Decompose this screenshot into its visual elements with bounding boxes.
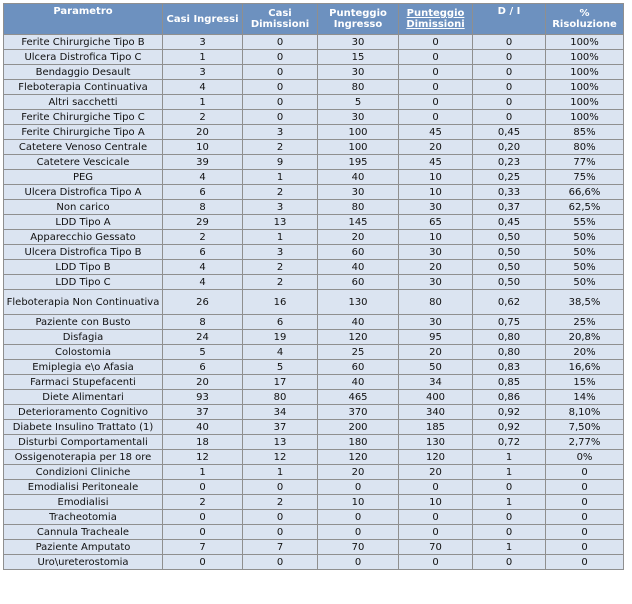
table-row [4,65,624,80]
header-casi-dimissioni: Casi Dimissioni [243,4,318,35]
cell-punteggio-ingresso: 80 [318,200,399,215]
cell-parametro: Ferite Chirurgiche Tipo B [4,35,163,50]
cell-d-i: 0,75 [473,315,546,330]
cell-casi-ingressi: 2 [163,495,243,510]
cell-casi-ingressi: 0 [163,555,243,570]
cell-punteggio-ingresso: 60 [318,245,399,260]
table-row [4,315,624,330]
cell-punteggio-dimissioni: 120 [399,450,473,465]
cell-punteggio-dimissioni: 0 [399,480,473,495]
cell-risoluzione: 20,8% [546,330,624,345]
cell-risoluzione: 66,6% [546,185,624,200]
cell-punteggio-dimissioni: 70 [399,540,473,555]
cell-punteggio-dimissioni: 0 [399,50,473,65]
table-row [4,155,624,170]
cell-casi-dimissioni: 2 [243,140,318,155]
cell-parametro: LDD Tipo A [4,215,163,230]
cell-casi-ingressi: 1 [163,95,243,110]
cell-punteggio-dimissioni: 80 [399,290,473,315]
cell-casi-dimissioni: 2 [243,260,318,275]
cell-risoluzione: 2,77% [546,435,624,450]
table-row [4,110,624,125]
cell-punteggio-ingresso: 200 [318,420,399,435]
cell-d-i: 0,45 [473,125,546,140]
cell-risoluzione: 8,10% [546,405,624,420]
cell-parametro: Altri sacchetti [4,95,163,110]
cell-d-i: 0,50 [473,245,546,260]
cell-casi-dimissioni: 2 [243,185,318,200]
cell-casi-ingressi: 93 [163,390,243,405]
cell-punteggio-dimissioni: 50 [399,360,473,375]
cell-parametro: Paziente con Busto [4,315,163,330]
cell-casi-ingressi: 40 [163,420,243,435]
cell-d-i: 1 [473,450,546,465]
cell-casi-dimissioni: 13 [243,215,318,230]
table-body [4,35,624,570]
cell-casi-ingressi: 4 [163,80,243,95]
table-header [4,4,624,35]
cell-punteggio-ingresso: 0 [318,510,399,525]
cell-punteggio-ingresso: 30 [318,65,399,80]
cell-punteggio-ingresso: 195 [318,155,399,170]
cell-risoluzione: 0 [546,555,624,570]
cell-casi-dimissioni: 2 [243,275,318,290]
cell-punteggio-ingresso: 20 [318,465,399,480]
cell-risoluzione: 16,6% [546,360,624,375]
cell-risoluzione: 100% [546,110,624,125]
cell-casi-ingressi: 0 [163,480,243,495]
cell-d-i: 1 [473,495,546,510]
cell-parametro: Apparecchio Gessato [4,230,163,245]
table-row [4,260,624,275]
header-d-i: D / I [473,4,546,35]
cell-casi-dimissioni: 0 [243,35,318,50]
cell-punteggio-dimissioni: 0 [399,110,473,125]
cell-casi-dimissioni: 13 [243,435,318,450]
cell-punteggio-ingresso: 10 [318,495,399,510]
cell-casi-ingressi: 4 [163,260,243,275]
cell-d-i: 1 [473,465,546,480]
cell-parametro: Emiplegia e\o Afasia [4,360,163,375]
cell-casi-dimissioni: 6 [243,315,318,330]
cell-casi-ingressi: 24 [163,330,243,345]
table-row [4,435,624,450]
cell-parametro: Fleboterapia Continuativa [4,80,163,95]
cell-casi-ingressi: 0 [163,525,243,540]
cell-casi-ingressi: 8 [163,200,243,215]
cell-punteggio-ingresso: 30 [318,110,399,125]
cell-risoluzione: 50% [546,275,624,290]
cell-casi-dimissioni: 3 [243,125,318,140]
cell-d-i: 0,80 [473,345,546,360]
cell-punteggio-ingresso: 120 [318,450,399,465]
cell-d-i: 0 [473,525,546,540]
cell-punteggio-ingresso: 100 [318,125,399,140]
cell-casi-ingressi: 37 [163,405,243,420]
cell-casi-ingressi: 2 [163,110,243,125]
cell-casi-dimissioni: 0 [243,110,318,125]
cell-d-i: 0 [473,480,546,495]
cell-parametro: LDD Tipo B [4,260,163,275]
cell-casi-dimissioni: 0 [243,510,318,525]
cell-punteggio-dimissioni: 400 [399,390,473,405]
cell-casi-ingressi: 4 [163,275,243,290]
cell-risoluzione: 0% [546,450,624,465]
cell-punteggio-dimissioni: 340 [399,405,473,420]
cell-risoluzione: 25% [546,315,624,330]
cell-casi-dimissioni: 0 [243,50,318,65]
cell-d-i: 0,72 [473,435,546,450]
cell-parametro: Diabete Insulino Trattato (1) [4,420,163,435]
cell-risoluzione: 38,5% [546,290,624,315]
table-row [4,360,624,375]
cell-d-i: 0,33 [473,185,546,200]
cell-d-i: 0,86 [473,390,546,405]
cell-punteggio-dimissioni: 0 [399,555,473,570]
cell-d-i: 0 [473,95,546,110]
cell-punteggio-dimissioni: 30 [399,200,473,215]
cell-casi-ingressi: 20 [163,375,243,390]
cell-punteggio-ingresso: 130 [318,290,399,315]
cell-risoluzione: 100% [546,50,624,65]
cell-casi-ingressi: 2 [163,230,243,245]
cell-punteggio-ingresso: 145 [318,215,399,230]
cell-casi-dimissioni: 19 [243,330,318,345]
header-punteggio-dimissioni [399,4,473,35]
cell-punteggio-ingresso: 15 [318,50,399,65]
table-row [4,480,624,495]
cell-parametro: Ulcera Distrofica Tipo B [4,245,163,260]
cell-punteggio-ingresso: 80 [318,80,399,95]
cell-risoluzione: 55% [546,215,624,230]
cell-casi-ingressi: 1 [163,465,243,480]
cell-risoluzione: 0 [546,480,624,495]
cell-risoluzione: 0 [546,525,624,540]
cell-casi-dimissioni: 17 [243,375,318,390]
table-row [4,80,624,95]
cell-risoluzione: 62,5% [546,200,624,215]
cell-d-i: 0,50 [473,275,546,290]
cell-casi-ingressi: 29 [163,215,243,230]
cell-punteggio-ingresso: 40 [318,260,399,275]
cell-parametro: Tracheotomia [4,510,163,525]
table-row [4,230,624,245]
cell-d-i: 0,23 [473,155,546,170]
cell-punteggio-ingresso: 40 [318,315,399,330]
cell-casi-ingressi: 5 [163,345,243,360]
cell-d-i: 0,50 [473,230,546,245]
cell-d-i: 1 [473,540,546,555]
table-row [4,330,624,345]
table-row [4,450,624,465]
cell-casi-dimissioni: 4 [243,345,318,360]
cell-d-i: 0,80 [473,330,546,345]
cell-casi-dimissioni: 0 [243,480,318,495]
table-row [4,495,624,510]
cell-parametro: Disfagia [4,330,163,345]
cell-risoluzione: 75% [546,170,624,185]
cell-punteggio-ingresso: 0 [318,555,399,570]
cell-punteggio-dimissioni: 30 [399,245,473,260]
cell-punteggio-dimissioni: 0 [399,80,473,95]
cell-casi-ingressi: 3 [163,35,243,50]
cell-punteggio-dimissioni: 34 [399,375,473,390]
cell-punteggio-ingresso: 5 [318,95,399,110]
cell-punteggio-ingresso: 465 [318,390,399,405]
cell-parametro: Ossigenoterapia per 18 ore [4,450,163,465]
cell-risoluzione: 7,50% [546,420,624,435]
table-row [4,405,624,420]
cell-casi-dimissioni: 16 [243,290,318,315]
header-parametro: Parametro [4,4,163,35]
cell-risoluzione: 14% [546,390,624,405]
cell-casi-dimissioni: 37 [243,420,318,435]
cell-d-i: 0,50 [473,260,546,275]
header-risoluzione: % Risoluzione [546,4,624,35]
cell-punteggio-dimissioni: 185 [399,420,473,435]
cell-parametro: Farmaci Stupefacenti [4,375,163,390]
cell-punteggio-ingresso: 0 [318,480,399,495]
cell-punteggio-ingresso: 25 [318,345,399,360]
cell-parametro: Fleboterapia Non Continuativa [4,290,163,315]
cell-risoluzione: 80% [546,140,624,155]
cell-casi-dimissioni: 34 [243,405,318,420]
cell-risoluzione: 50% [546,245,624,260]
cell-parametro: Bendaggio Desault [4,65,163,80]
cell-d-i: 0 [473,80,546,95]
cell-punteggio-ingresso: 60 [318,360,399,375]
cell-punteggio-dimissioni: 45 [399,125,473,140]
cell-punteggio-dimissioni: 0 [399,95,473,110]
cell-risoluzione: 0 [546,510,624,525]
cell-parametro: Diete Alimentari [4,390,163,405]
cell-casi-ingressi: 0 [163,510,243,525]
cell-punteggio-dimissioni: 10 [399,495,473,510]
cell-parametro: Ferite Chirurgiche Tipo C [4,110,163,125]
cell-casi-dimissioni: 7 [243,540,318,555]
cell-parametro: Emodialisi [4,495,163,510]
table-row [4,540,624,555]
table-row [4,465,624,480]
cell-casi-dimissioni: 2 [243,495,318,510]
cell-punteggio-dimissioni: 10 [399,230,473,245]
cell-d-i: 0 [473,65,546,80]
cell-casi-dimissioni: 0 [243,80,318,95]
cell-punteggio-ingresso: 20 [318,230,399,245]
cell-punteggio-dimissioni: 65 [399,215,473,230]
cell-risoluzione: 50% [546,230,624,245]
table-row [4,290,624,315]
cell-punteggio-dimissioni: 0 [399,525,473,540]
table-row [4,275,624,290]
cell-casi-ingressi: 10 [163,140,243,155]
cell-casi-dimissioni: 3 [243,245,318,260]
cell-casi-ingressi: 4 [163,170,243,185]
cell-casi-ingressi: 1 [163,50,243,65]
cell-punteggio-dimissioni: 0 [399,65,473,80]
cell-casi-dimissioni: 12 [243,450,318,465]
cell-d-i: 0 [473,35,546,50]
table-row [4,345,624,360]
cell-risoluzione: 20% [546,345,624,360]
table-row [4,555,624,570]
cell-risoluzione: 85% [546,125,624,140]
cell-parametro: Colostomia [4,345,163,360]
cell-punteggio-ingresso: 100 [318,140,399,155]
data-table [3,3,624,570]
cell-risoluzione: 77% [546,155,624,170]
cell-casi-ingressi: 20 [163,125,243,140]
cell-risoluzione: 100% [546,80,624,95]
cell-casi-ingressi: 39 [163,155,243,170]
cell-punteggio-dimissioni: 0 [399,35,473,50]
cell-d-i: 0 [473,50,546,65]
cell-casi-ingressi: 18 [163,435,243,450]
cell-casi-dimissioni: 1 [243,465,318,480]
cell-parametro: Condizioni Cliniche [4,465,163,480]
table-row [4,125,624,140]
cell-punteggio-dimissioni: 10 [399,185,473,200]
cell-d-i: 0,62 [473,290,546,315]
table-row [4,420,624,435]
cell-punteggio-ingresso: 180 [318,435,399,450]
cell-risoluzione: 100% [546,65,624,80]
cell-casi-ingressi: 8 [163,315,243,330]
cell-risoluzione: 50% [546,260,624,275]
cell-parametro: Deterioramento Cognitivo [4,405,163,420]
cell-risoluzione: 100% [546,35,624,50]
cell-punteggio-ingresso: 40 [318,375,399,390]
cell-punteggio-dimissioni: 20 [399,260,473,275]
cell-parametro: Catetere Venoso Centrale [4,140,163,155]
cell-casi-dimissioni: 1 [243,170,318,185]
cell-punteggio-dimissioni: 20 [399,465,473,480]
cell-parametro: Ulcera Distrofica Tipo A [4,185,163,200]
cell-punteggio-dimissioni: 30 [399,315,473,330]
header-row [4,4,624,35]
cell-d-i: 0 [473,110,546,125]
cell-punteggio-dimissioni: 20 [399,345,473,360]
header-punteggio-ingresso: Punteggio Ingresso [318,4,399,35]
cell-casi-dimissioni: 0 [243,95,318,110]
cell-punteggio-ingresso: 120 [318,330,399,345]
cell-parametro: Paziente Amputato [4,540,163,555]
table-row [4,525,624,540]
cell-risoluzione: 0 [546,540,624,555]
cell-risoluzione: 0 [546,495,624,510]
cell-casi-dimissioni: 5 [243,360,318,375]
cell-d-i: 0,92 [473,420,546,435]
cell-casi-ingressi: 26 [163,290,243,315]
cell-casi-ingressi: 6 [163,185,243,200]
cell-casi-dimissioni: 80 [243,390,318,405]
cell-parametro: Ulcera Distrofica Tipo C [4,50,163,65]
table-row [4,375,624,390]
cell-casi-ingressi: 3 [163,65,243,80]
cell-casi-dimissioni: 1 [243,230,318,245]
cell-parametro: Cannula Tracheale [4,525,163,540]
cell-casi-ingressi: 6 [163,360,243,375]
cell-casi-dimissioni: 9 [243,155,318,170]
table-row [4,390,624,405]
cell-casi-ingressi: 7 [163,540,243,555]
cell-punteggio-dimissioni: 10 [399,170,473,185]
cell-punteggio-dimissioni: 30 [399,275,473,290]
table-row [4,510,624,525]
cell-d-i: 0 [473,510,546,525]
cell-punteggio-dimissioni: 130 [399,435,473,450]
cell-parametro: Ferite Chirurgiche Tipo A [4,125,163,140]
cell-parametro: Non carico [4,200,163,215]
table-row [4,200,624,215]
table-row [4,245,624,260]
cell-d-i: 0,85 [473,375,546,390]
cell-d-i: 0,83 [473,360,546,375]
table-row [4,140,624,155]
table-row [4,215,624,230]
table-row [4,50,624,65]
cell-parametro: Emodialisi Peritoneale [4,480,163,495]
header-casi-ingressi: Casi Ingressi [163,4,243,35]
table-row [4,95,624,110]
cell-risoluzione: 0 [546,465,624,480]
cell-punteggio-ingresso: 60 [318,275,399,290]
cell-parametro: PEG [4,170,163,185]
cell-punteggio-ingresso: 40 [318,170,399,185]
cell-d-i: 0,92 [473,405,546,420]
cell-risoluzione: 15% [546,375,624,390]
cell-d-i: 0,20 [473,140,546,155]
cell-parametro: Catetere Vescicale [4,155,163,170]
cell-d-i: 0,37 [473,200,546,215]
cell-casi-ingressi: 6 [163,245,243,260]
cell-casi-dimissioni: 3 [243,200,318,215]
cell-casi-dimissioni: 0 [243,525,318,540]
cell-punteggio-ingresso: 370 [318,405,399,420]
cell-parametro: LDD Tipo C [4,275,163,290]
cell-d-i: 0 [473,555,546,570]
cell-punteggio-ingresso: 30 [318,185,399,200]
cell-parametro: Uro\ureterostomia [4,555,163,570]
cell-parametro: Disturbi Comportamentali [4,435,163,450]
cell-punteggio-dimissioni: 45 [399,155,473,170]
cell-risoluzione: 100% [546,95,624,110]
table-row [4,35,624,50]
cell-punteggio-dimissioni: 95 [399,330,473,345]
table-row [4,170,624,185]
cell-d-i: 0,25 [473,170,546,185]
cell-casi-dimissioni: 0 [243,555,318,570]
cell-d-i: 0,45 [473,215,546,230]
cell-punteggio-dimissioni: 20 [399,140,473,155]
cell-punteggio-dimissioni: 0 [399,510,473,525]
header-punteggio-dimissioni-text: Punteggio Dimissioni [406,8,465,30]
cell-punteggio-ingresso: 0 [318,525,399,540]
cell-casi-ingressi: 12 [163,450,243,465]
table-row [4,185,624,200]
cell-punteggio-ingresso: 70 [318,540,399,555]
cell-punteggio-ingresso: 30 [318,35,399,50]
cell-casi-dimissioni: 0 [243,65,318,80]
